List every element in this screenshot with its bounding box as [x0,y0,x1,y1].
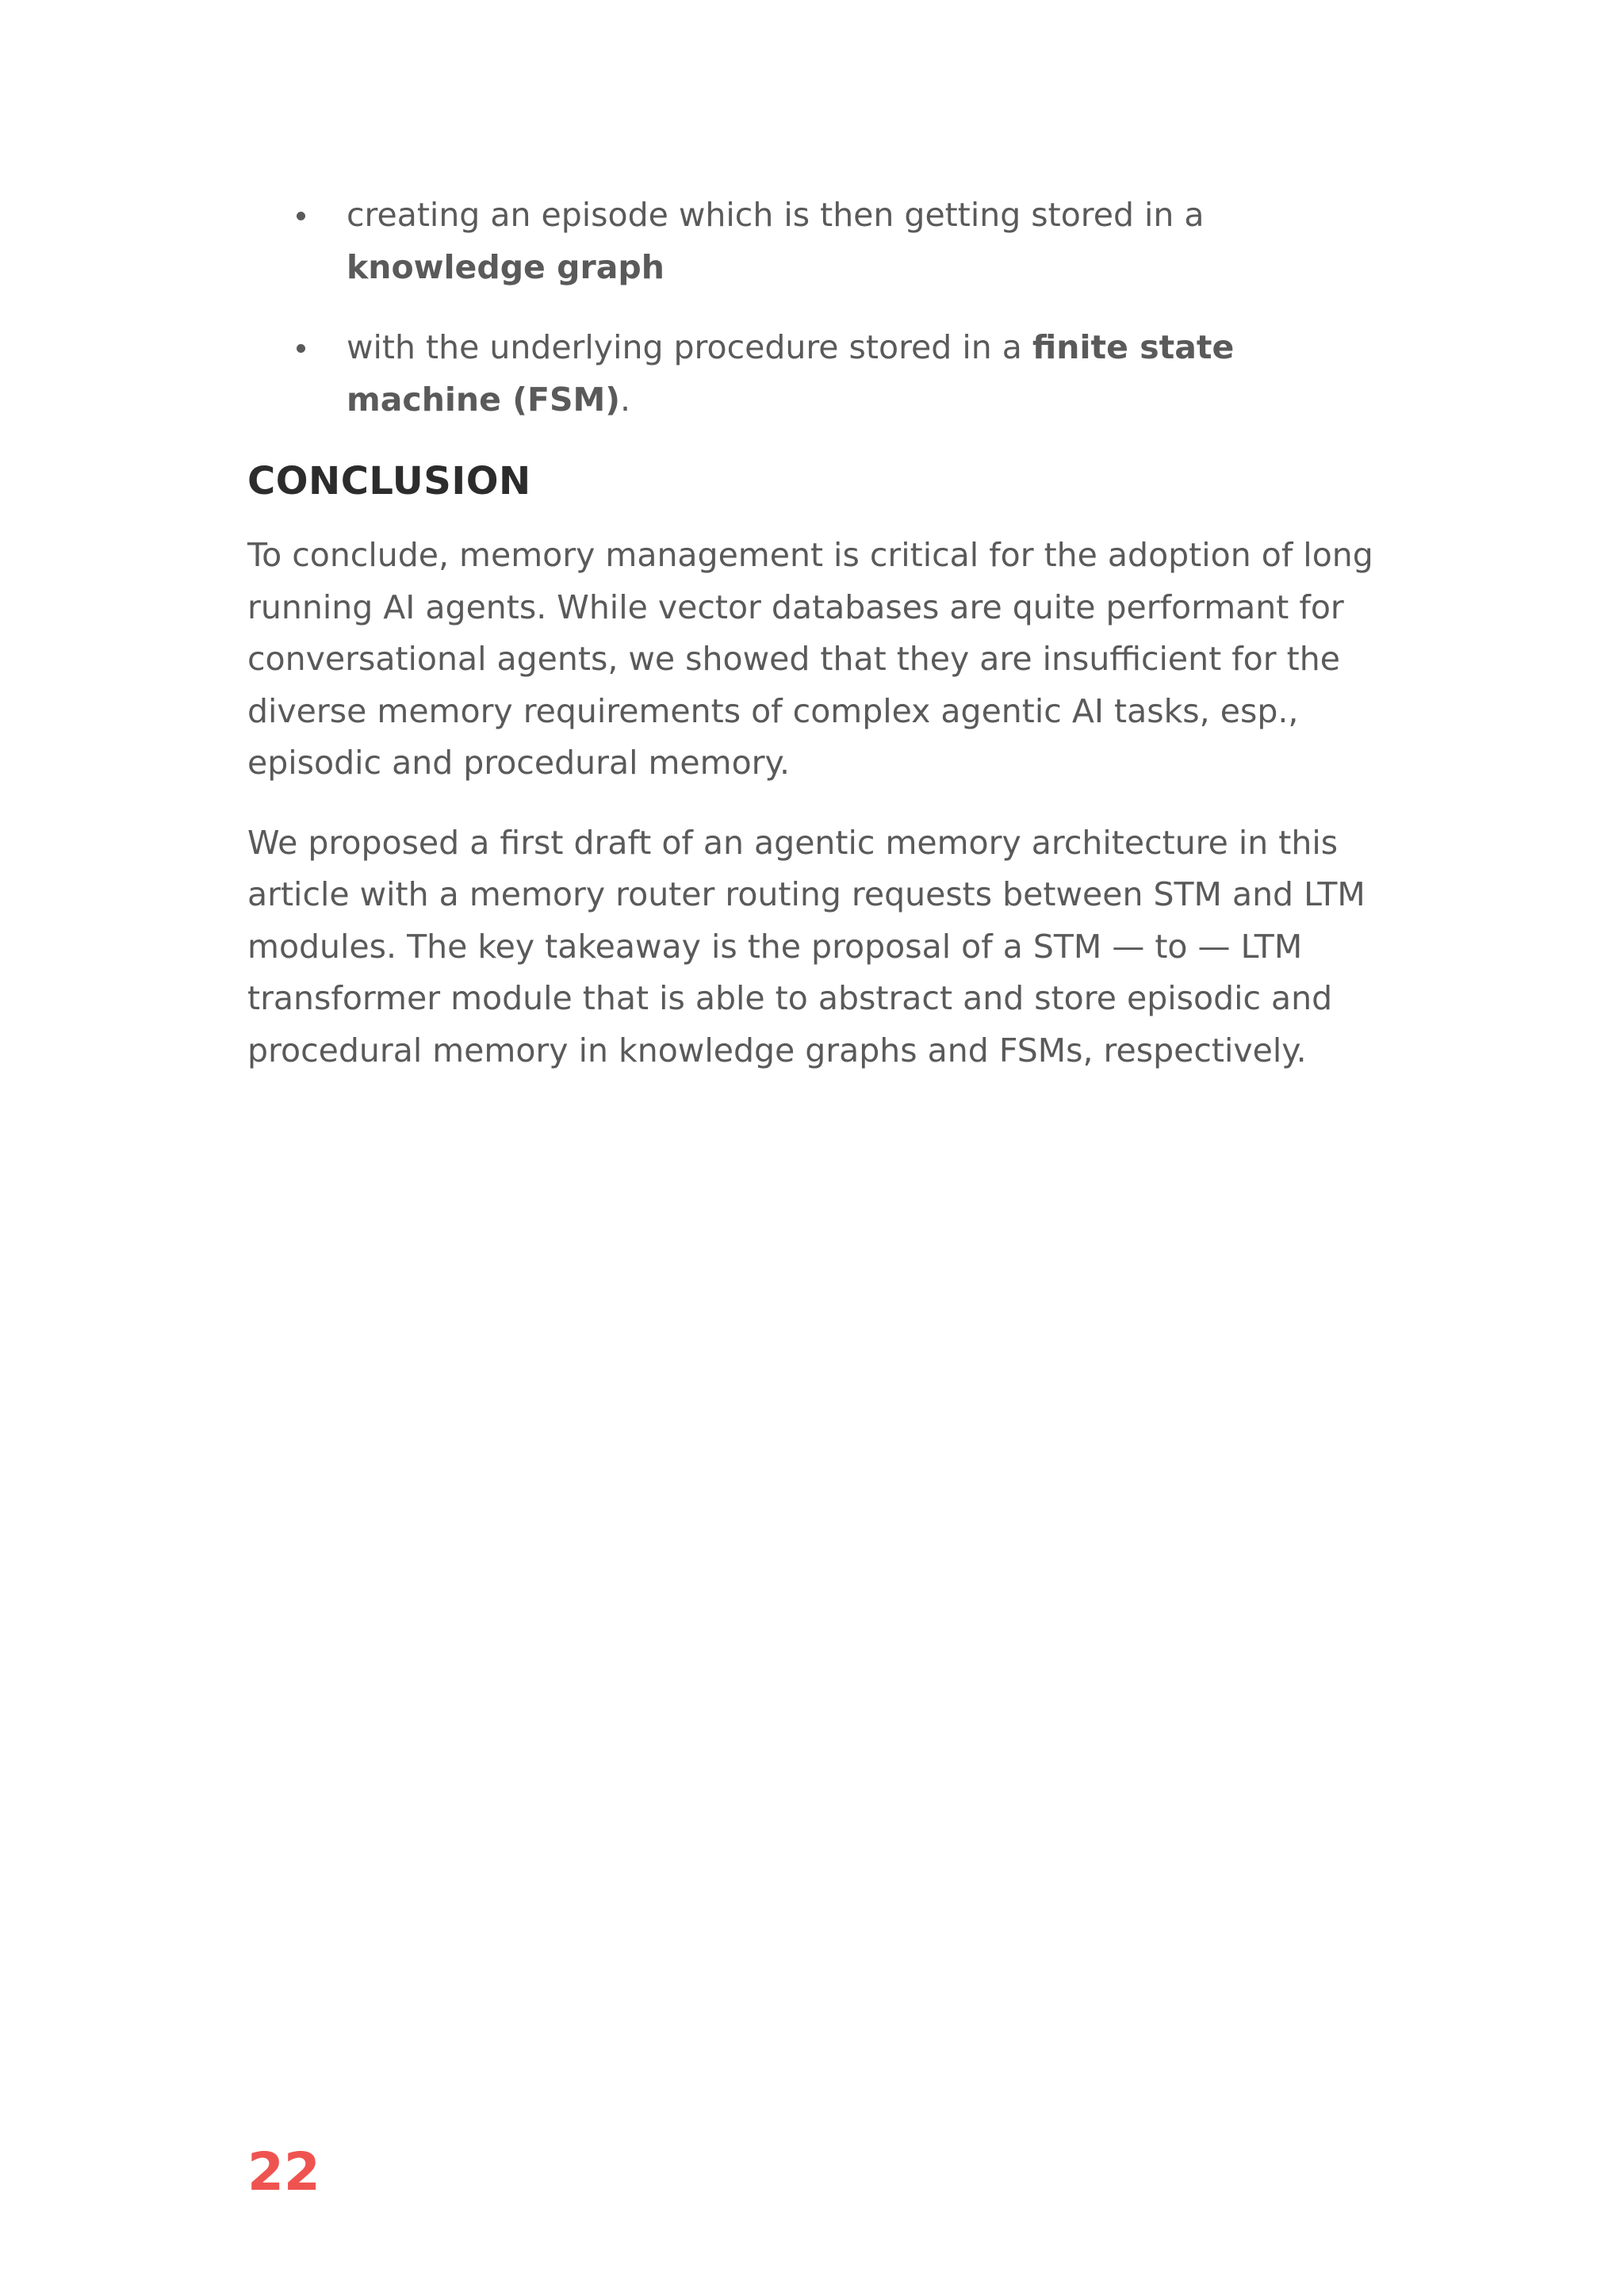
bullet-item [247,321,1338,426]
bullet-text: with the underlying procedure stored in a [347,328,1032,366]
bullet-list [247,189,1397,426]
bullet-bold-term: knowledge graph [347,248,665,286]
conclusion-paragraph-1: To conclude, memory management is critical for the adoption of long running AI agents. While vector databases are quite performant for conversational agents, we showed that they are insufficient for the diverse memory requirements of complex agentic AI tasks, esp., episodic and procedural memory. [247,536,1373,782]
bullet-dot-icon [297,212,305,220]
page-content [247,189,1397,1104]
conclusion-paragraph-2: We proposed a first draft of an agentic memory architecture in this article with a memory router routing requests between STM and LTM modules. The key takeaway is the proposal of a STM — to — LTM transformer module that is able to abstract and store episodic and procedural memory in knowledge graphs and FSMs, respectively. [247,823,1365,1070]
bullet-suffix: . [620,381,631,419]
bullet-bold-term: finite state machine (FSM) [347,328,1235,419]
bullet-dot-icon [297,344,305,353]
page-number: 22 [247,2141,320,2202]
section-heading-conclusion: CONCLUSION [247,459,531,503]
bullet-item [247,189,1338,293]
bullet-text: creating an episode which is then getting stored in a [347,196,1205,234]
